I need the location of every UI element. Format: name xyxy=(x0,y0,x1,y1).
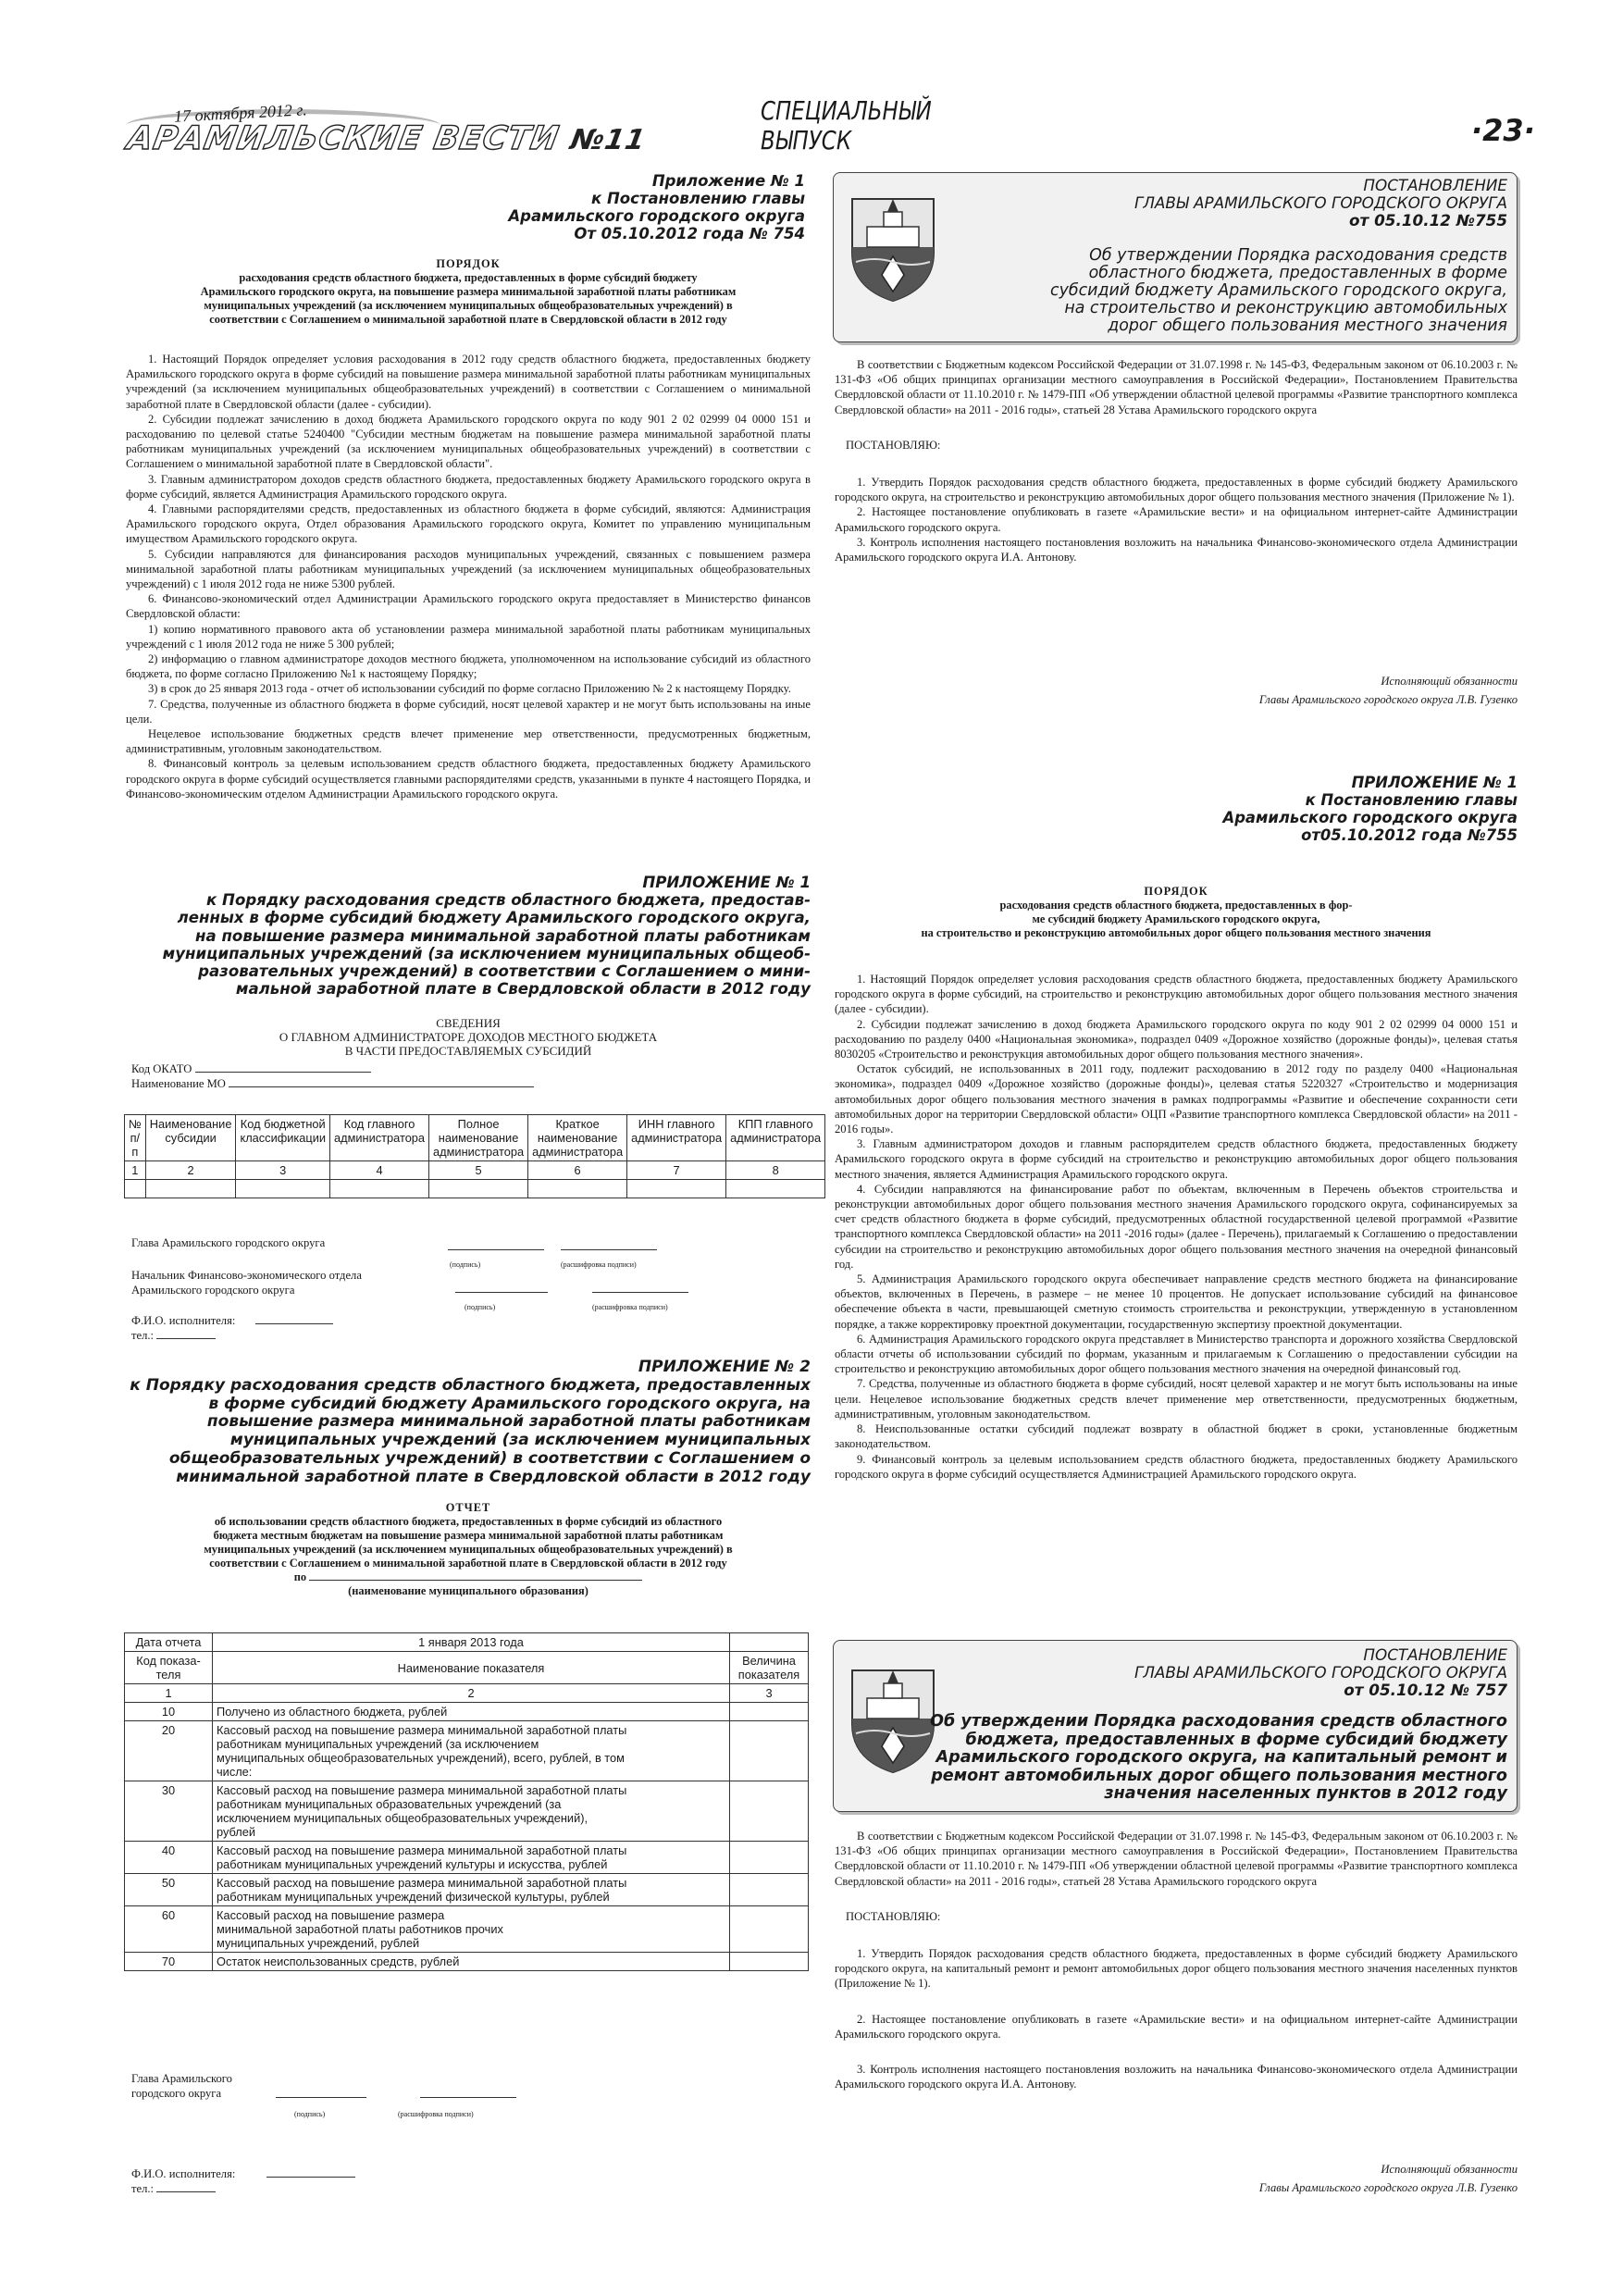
title-line: на строительство и реконструкцию автомобильных дорог общего пользования местного значения xyxy=(921,926,1431,939)
table-cell: 4 xyxy=(330,1161,429,1180)
label: Код ОКАТО xyxy=(131,1062,192,1075)
title-line: соответствии с Соглашением о минимальной заработной плате в Свердловской области в 2012 году xyxy=(209,313,727,326)
paragraph: 7. Средства, полученные из областного бюджета в форме субсидий, носят целевой характер и не могут быть использованы на иные цели. xyxy=(126,697,811,726)
paragraph: 5. Администрация Арамильского городского округа обеспечивает направление средств местного бюджета на финансирование объектов, включенных в Перечень, в размере – не менее 10 процентов. Не допускает использование субсидий на финансовое обеспечение объекта в части, превышающей сметную стоимость строительства и реконструкции, утвержденную в установленном порядке, а также корректировку проектной документации, государственную экспертизу проектной документации. xyxy=(835,1272,1518,1331)
coat-of-arms-emblem xyxy=(847,195,939,304)
signature-nachalnik xyxy=(131,1268,362,1297)
podpis-caption: (подпись) xyxy=(465,1303,496,1311)
signature-line-text: Главы Арамильского городского округа Л.В. Гузенко xyxy=(1258,2181,1518,2195)
heading-line: к Постановлению главы xyxy=(1305,791,1518,809)
postanovlenie-757-body xyxy=(835,1829,1518,2091)
table-cell: 20 xyxy=(125,1721,213,1781)
table-cell xyxy=(730,1874,809,1906)
signature-line xyxy=(592,1292,688,1293)
paragraph: 2. Настоящее постановление опубликовать в газете «Арамильские вести» и на официальном интернет-сайте Администрации Арамильского городского округа. xyxy=(835,2012,1518,2041)
title-line: соответствии с Соглашением о минимальной заработной плате в Свердловской области в 2012 году xyxy=(209,1557,727,1570)
title-line: бюджета местным бюджетам на повышение размера минимальной заработной платы работникам xyxy=(213,1529,724,1542)
table-cell xyxy=(330,1180,429,1198)
title-line: ПОСТАНОВЛЕНИЕ xyxy=(1363,176,1507,194)
blank-line xyxy=(195,1072,371,1073)
signature-line-text: Главы Арамильского городского округа Л.В. Гузенко xyxy=(1258,693,1518,707)
table-cell xyxy=(730,1906,809,1953)
podpis-caption: (подпись) xyxy=(450,1260,481,1269)
telefon-2 xyxy=(131,2182,216,2196)
heading-line: мальной заработной плате в Свердловской области в 2012 году xyxy=(235,980,811,999)
title-line: ГЛАВЫ АРАМИЛЬСКОГО ГОРОДСКОГО ОКРУГА xyxy=(1134,1663,1507,1682)
table-header-cell: Наименование субсидии xyxy=(145,1115,236,1161)
table-cell: Получено из областного бюджета, рублей xyxy=(213,1703,730,1721)
heading-line: ПРИЛОЖЕНИЕ № 2 xyxy=(638,1358,811,1376)
appendix-1-heading xyxy=(139,874,811,998)
heading-line: к Порядку расходования средств областного бюджета, предоставленных xyxy=(130,1375,811,1395)
table-cell: 5 xyxy=(429,1161,528,1180)
paragraph: 1. Утвердить Порядок расходования средств областного бюджета, предоставленных в форме субсидий бюджету Арамильского городского округа, на строительство и реконструкцию автомобильных дорог общего пользования местного значения (Приложение № 1). xyxy=(835,476,1518,504)
paragraph: 9. Финансовый контроль за целевым использованием средств областного бюджета, предоставленных бюджету Арамильского городского округа в форме субсидий осуществляется Администрацией Арамильского городского округа. xyxy=(835,1452,1518,1481)
postanovlenie-757-box xyxy=(833,1640,1518,1812)
poryadok-755-body xyxy=(835,972,1518,1482)
logo-name: АРАМИЛЬСКИЕ ВЕСТИ xyxy=(124,120,563,157)
blank-line xyxy=(309,1580,642,1581)
paragraph: 2. Субсидии подлежат зачислению в доход бюджета Арамильского городского округа по коду 901 2 02 02999 04 0000 151 и расходованию по разделу 0400 «Национальная экономика», подраздел 0409 «Дорожное хозяйство (дорожные фонды)», целевая статья 8030205 «Строительство и реконструкция автомобильных дорог общего пользования местного значения». xyxy=(835,1017,1518,1061)
signature-757 xyxy=(1055,2162,1518,2195)
table-cell: Кассовый расход на повышение размера минимальной заработной платы работникам муниципальных учреждений культуры и искусства, рублей xyxy=(213,1842,730,1874)
label: Ф.И.О. исполнителя: xyxy=(131,2167,236,2180)
paragraph: 3. Контроль исполнения настоящего постановления возложить на начальника Финансово-экономического отдела Администрации Арамильского городского округа И.А. Антонову. xyxy=(835,2063,1518,2091)
table-cell: 50 xyxy=(125,1874,213,1906)
blank-line xyxy=(266,2177,355,2178)
title-line: ПОСТАНОВЛЕНИЕ xyxy=(1363,1645,1507,1664)
table-header-row xyxy=(125,1115,825,1161)
otchet-title xyxy=(126,1501,811,1598)
label: Глава Арамильского xyxy=(131,2072,232,2085)
paragraph: 2. Настоящее постановление опубликовать в газете «Арамильские вести» и на официальном интернет-сайте Администрации Арамильского городского округа. xyxy=(835,505,1518,534)
paragraph: 1. Настоящий Порядок определяет условия расходования средств областного бюджета, предоставленных бюджету Арамильского городского округа в форме субсидий, на строительство и реконструкцию автомобильных дорог общего пользования местного значения (далее - субсидии). xyxy=(835,973,1518,1016)
signature-line-text: Исполняющий обязанности xyxy=(1381,675,1518,688)
title-line: О ГЛАВНОМ АДМИНИСТРАТОРЕ ДОХОДОВ МЕСТНОГО БЮДЖЕТА xyxy=(279,1030,658,1044)
subject-line: на строительство и реконструкцию автомобильных xyxy=(1064,299,1507,317)
table-header-cell: Полное наименование администратора xyxy=(429,1115,528,1161)
table-cell xyxy=(730,1703,809,1721)
podpis-caption: (подпись) xyxy=(294,2110,326,2118)
table-cell: 8 xyxy=(726,1161,825,1180)
table-cell: 2 xyxy=(145,1161,236,1180)
subject-line: дорог общего пользования местного значения xyxy=(1108,316,1507,335)
paragraph: 4. Главными распорядителями средств, предоставленных из областного бюджета в форме субсидий, являются: Администрация Арамильского городского округа, Отдел образования Арамильского городского округа, Комитет по управлению муниципальным имуществом Арамильского городского округа. xyxy=(126,503,811,546)
table-cell: 70 xyxy=(125,1953,213,1971)
fio-ispolnitelya xyxy=(131,1314,333,1328)
table-cell xyxy=(627,1180,726,1198)
table-cell xyxy=(730,1953,809,1971)
postanovlenie-757-title xyxy=(1134,1646,1507,1699)
title-line: ПОРЯДОК xyxy=(1144,885,1208,898)
table-header-cell: КПП главного администратора xyxy=(726,1115,825,1161)
signature-glava xyxy=(131,1236,325,1250)
signature-line xyxy=(420,2097,516,2098)
subject-line: субсидий бюджету Арамильского городского округа, xyxy=(1050,281,1507,300)
title-line: ОТЧЕТ xyxy=(445,1501,491,1514)
subject-line: Об утверждении Порядка расходования средств областного xyxy=(930,1712,1507,1731)
subject-line: значения населенных пунктов в 2012 году xyxy=(1104,1784,1507,1804)
paragraph: 5. Субсидии направляются для финансирования расходов муниципальных учреждений, связанных с повышением размера минимальной заработной платы работникам муниципальных учреждений (за исключением муниципальных общеобразовательных учреждений) с 1 июля 2012 года не ниже 5300 рублей. xyxy=(126,547,811,591)
heading-line: от05.10.2012 года №755 xyxy=(1301,826,1518,844)
table-cell xyxy=(145,1180,236,1198)
subject-line: Об утверждении Порядка расходования средств xyxy=(1089,246,1507,265)
otchet-po-line xyxy=(126,1570,811,1584)
title-line: расходования средств областного бюджета, предоставленных в фор- xyxy=(999,899,1353,912)
title-line: от 05.10.12 № 757 xyxy=(1344,1681,1507,1699)
table-cell xyxy=(429,1180,528,1198)
blank-line xyxy=(156,1338,216,1339)
blank-line xyxy=(156,2191,216,2192)
title-line: Арамильского городского округа, на повышение размера минимальной заработной платы работникам xyxy=(200,285,737,298)
table-cell xyxy=(726,1180,825,1198)
heading-line: Арамильского городского округа xyxy=(508,207,805,225)
table-cell: Остаток неиспользованных средств, рублей xyxy=(213,1953,730,1971)
label: Глава Арамильского городского округа xyxy=(131,1236,326,1249)
paragraph: 3. Контроль исполнения настоящего постановления возложить на начальника Финансово-экономического отдела Администрации Арамильского городского округа И.А. Антонову. xyxy=(835,535,1518,565)
title-line: ПОРЯДОК xyxy=(436,257,501,270)
table-cell: 1 xyxy=(125,1161,146,1180)
heading-line: муниципальных учреждений (за исключением муниципальных xyxy=(229,1431,811,1450)
poryadok-754-body xyxy=(126,352,811,801)
special-line-1: СПЕЦИАЛЬНЫЙ xyxy=(761,95,932,126)
paragraph: 1. Настоящий Порядок определяет условия расходования в 2012 году средств областного бюджета, предоставленных бюджету Арамильского городского округа в форме субсидий на повышение размера минимальной заработной платы работникам муниципальных учреждений (за исключением муниципальных общеобразовательных учреждений) в соответствии с Соглашением о минимальной заработной плате в Свердловской области (далее - субсидии). xyxy=(126,353,811,411)
title-line: муниципальных учреждений (за исключением муниципальных общеобразовательных учреждений) в xyxy=(204,1543,733,1556)
paragraph: 7. Средства, полученные из областного бюджета в форме субсидий, носят целевой характер и не могут быть использованы на иные цели. Нецелевое использование бюджетных средств влечет применение мер ответственности, предусмотренных бюджетным, административным, уголовным законодательством. xyxy=(835,1377,1518,1421)
table-header-cell: ИНН главного администратора xyxy=(627,1115,726,1161)
label: Арамильского городского округа xyxy=(131,1284,295,1297)
issue-number: №11 xyxy=(567,124,649,156)
table-row xyxy=(125,1906,809,1953)
paragraph: 2. Субсидии подлежат зачислению в доход бюджета Арамильского городского округа по коду 901 2 02 02999 04 0000 151 и расходованию по целевой статье 5240400 "Субсидии местным бюджетам на повышение размера минимальной заработной платы работникам муниципальных учреждений (за исключением муниципальных общеобразовательных учреждений) в соответствии с Соглашением о минимальной заработной плате в Свердловской области". xyxy=(126,412,811,471)
signature-line-text: Исполняющий обязанности xyxy=(1381,2163,1518,2176)
signature-line xyxy=(455,1292,548,1293)
title-line: муниципальных учреждений (за исключением муниципальных общеобразовательных учреждений) в xyxy=(204,299,733,312)
paragraph: 4. Субсидии направляются на финансирование работ по объектам, включенным в Перечень объектов строительства и реконструкции автомобильных дорог общего пользования местного значения Арамильского городского округа, софинансируемых за счет средств областного бюджета в форме субсидий, предусмотренных областной государственной целевой программой «Развитие транспортного комплекса Свердловской области» на 2011 -2016 годы» (далее - Перечень), прилагаемый к Соглашению о предоставлении субсидии на строительство и реконструкцию автомобильных дорог общего пользования местного значения на очередной финансовый год. xyxy=(835,1182,1518,1271)
special-issue-label xyxy=(761,95,932,155)
title-line: СВЕДЕНИЯ xyxy=(436,1016,501,1030)
telefon xyxy=(131,1329,216,1343)
page-number: ·23· xyxy=(1471,113,1535,148)
heading-line: От 05.10.2012 года № 754 xyxy=(574,225,805,242)
paragraph: 1) копию нормативного правового акта об установлении размера минимальной заработной платы работникам муниципальных учреждений с 1 июля 2012 года не ниже 5 300 рублей; xyxy=(126,622,811,651)
blank-line xyxy=(229,1086,534,1087)
paragraph: ПОСТАНОВЛЯЮ: xyxy=(846,438,941,452)
table-row xyxy=(125,1842,809,1874)
table-cell: Кассовый расход на повышение размера минимальной заработной платы работникам муниципальных учреждений физической культуры, рублей xyxy=(213,1874,730,1906)
paragraph: Остаток субсидий, не использованных в 2011 году, подлежит расходованию в 2012 году по разделу 0400 «Национальная экономика», подраздел 0409 «Дорожное хозяйство (дорожные фонды)», целевая статья 5220327 «Строительство и модернизация автомобильных дорог общего пользования местного значения в рамках подпрограммы «Развитие и обеспечение сохранности сети автомобильных дорог на территории Свердловской области» ОЦП «Развитие транспортного комплекса Свердловской области» на 2011 - 2016 годы». xyxy=(835,1062,1518,1136)
table-row xyxy=(125,1721,809,1781)
table-cell: 30 xyxy=(125,1781,213,1842)
table-cell xyxy=(730,1721,809,1781)
table-header-cell: Краткое наименование администратора xyxy=(528,1115,627,1161)
table-cell: 1 января 2013 года xyxy=(213,1633,730,1652)
table-row xyxy=(125,1874,809,1906)
table-row xyxy=(125,1684,809,1703)
rasshifrovka-caption: (расшифровка подписи) xyxy=(398,2110,474,2118)
paragraph: 3) в срок до 25 января 2013 года - отчет об использовании субсидий по форме согласно Приложению № 2 к настоящему Порядку. xyxy=(148,682,791,696)
title-line: об использовании средств областного бюджета, предоставленных в форме субсидий из областного xyxy=(214,1515,723,1528)
signature-line xyxy=(448,1249,544,1250)
signature-line xyxy=(276,2097,366,2098)
table-row xyxy=(125,1781,809,1842)
table-cell: 7 xyxy=(627,1161,726,1180)
label: городского округа xyxy=(131,2087,222,2100)
paragraph: ПОСТАНОВЛЯЮ: xyxy=(846,1909,941,1923)
table-cell: 3 xyxy=(236,1161,330,1180)
label: Наименование МО xyxy=(131,1077,226,1090)
label: Начальник Финансово-экономического отдела xyxy=(131,1269,362,1282)
table-cell xyxy=(125,1180,146,1198)
rasshifrovka-caption: (расшифровка подписи) xyxy=(561,1260,637,1269)
table-cell: 60 xyxy=(125,1906,213,1953)
paragraph: 6. Администрация Арамильского городского округа представляет в Министерство транспорта и дорожного хозяйства Свердловской области отчеты об использовании субсидий по формам, указанным и прилагаемым к Соглашению о предоставлении субсидии на строительство и реконструкцию автомобильных дорог общего пользования местного значения на очередной финансовый год. xyxy=(835,1332,1518,1376)
svedeniya-title xyxy=(126,1016,811,1058)
paragraph: 1. Утвердить Порядок расходования средств областного бюджета, предоставленных в форме субсидий бюджету Арамильского городского округа, на капитальный ремонт и ремонт автомобильных дорог общего пользования местного значения населенных пунктов (Приложение № 1). xyxy=(835,1947,1518,1991)
heading-line: Приложение № 1 xyxy=(651,172,805,190)
table-cell: 2 xyxy=(213,1684,730,1703)
otchet-table xyxy=(124,1632,809,1971)
heading-line: Арамильского городского округа xyxy=(1222,809,1518,826)
table-cell xyxy=(730,1842,809,1874)
paragraph: 8. Финансовый контроль за целевым использованием средств областного бюджета, предоставленных бюджету Арамильского городского округа в форме субсидий осуществляется главными распорядителями средств, указанными в пункте 4 настоящего Порядка, и Финансово-экономическим отделом Администрации Арамильского городского округа. xyxy=(126,757,811,800)
table-cell: 1 xyxy=(125,1684,213,1703)
table-header-cell: Наименование показателя xyxy=(213,1652,730,1684)
table-cell: 3 xyxy=(730,1684,809,1703)
label: Ф.И.О. исполнителя: xyxy=(131,1314,236,1327)
paragraph: 6. Финансово-экономический отдел Администрации Арамильского городского округа предоставляет в Министерство финансов Свердловской области: xyxy=(126,592,811,621)
table-row xyxy=(125,1161,825,1180)
table-cell: 6 xyxy=(528,1161,627,1180)
kod-okato xyxy=(131,1062,371,1076)
paragraph: 2) информацию о главном администраторе доходов местного бюджета, уполномоченном на использование субсидий из областного бюджета, по форме согласно Приложению №1 к настоящему Порядку; xyxy=(126,652,811,681)
label: тел.: xyxy=(131,2182,155,2195)
poryadok-754-title xyxy=(126,257,811,327)
special-line-2: ВЫПУСК xyxy=(761,125,852,155)
blank-line xyxy=(255,1323,333,1324)
heading-line: минимальной заработной плате в Свердловской области в 2012 году xyxy=(176,1467,811,1486)
signature-glava-2 xyxy=(131,2071,232,2101)
paragraph: 3. Главным администратором доходов и главным распорядителем средств областного бюджета, предоставленных бюджету Арамильского городского округа в форме субсидий на строительство и реконструкцию автомобильных дорог общего пользования местного значения, является Администрация Арамильского городского округа. xyxy=(835,1137,1518,1181)
title-line: В ЧАСТИ ПРЕДОСТАВЛЯЕМЫХ СУБСИДИЙ xyxy=(344,1044,592,1058)
title-line: ме субсидий бюджету Арамильского городского округа, xyxy=(1032,912,1320,925)
title-line: (наименование муниципального образования) xyxy=(348,1584,588,1597)
naimenovanie-mo xyxy=(131,1077,534,1091)
title-line: ГЛАВЫ АРАМИЛЬСКОГО ГОРОДСКОГО ОКРУГА xyxy=(1134,193,1507,212)
table-row xyxy=(125,1180,825,1198)
table-row xyxy=(125,1953,809,1971)
table-cell xyxy=(236,1180,330,1198)
appendix-2-heading xyxy=(130,1359,811,1487)
table-cell xyxy=(730,1633,809,1652)
postanovlenie-755-body xyxy=(835,357,1518,565)
paragraph: В соответствии с Бюджетным кодексом Российской Федерации от 31.07.1998 г. № 145-ФЗ, Федеральным законом от 06.10.2003 г. № 131-ФЗ «Об общих принципах организации местного самоуправления в Российской Федерации», Постановлением Правительства Свердловской области от 11.10.2010 г. № 1479-ПП «Об утверждении областной целевой программы «Развитие транспортного комплекса Свердловской области» на 2011 - 2016 годы», статьей 28 Устава Арамильского городского округа xyxy=(835,1830,1518,1888)
paragraph: 8. Неиспользованные остатки субсидий подлежат возврату в областной бюджет в сроки, установленные бюджетным законодательством. xyxy=(835,1422,1518,1451)
subject-line: Арамильского городского округа, на капитальный ремонт и xyxy=(935,1748,1507,1768)
paragraph: 3. Главным администратором доходов средств областного бюджета, предоставленных бюджету Арамильского городского округа в форме субсидий, является Администрация Арамильского городского округа. xyxy=(126,472,811,501)
heading-line: к Постановлению главы xyxy=(591,190,805,207)
subject-line: ремонт автомобильных дорог общего пользования местного xyxy=(931,1766,1507,1785)
heading-line: на повышение размера минимальной заработной платы работникам xyxy=(195,926,811,945)
label: по xyxy=(293,1570,307,1583)
table-cell xyxy=(730,1781,809,1842)
signature-line xyxy=(561,1249,657,1250)
table-header-cell: Величина показателя xyxy=(730,1652,809,1684)
heading-line: к Порядку расходования средств областного бюджета, предостав- xyxy=(206,891,811,910)
heading-line: ПРИЛОЖЕНИЕ № 1 xyxy=(1351,774,1518,791)
table-header-row xyxy=(125,1652,809,1684)
table-cell: Кассовый расход на повышение размера минимальной заработной платы работникам муниципальных учреждений (за исключением муниципальных общеобразовательных учреждений), всего, рублей, в том числе: xyxy=(213,1721,730,1781)
table-cell: Дата отчета xyxy=(125,1633,213,1652)
coat-of-arms-emblem xyxy=(847,1667,939,1776)
paragraph: В соответствии с Бюджетным кодексом Российской Федерации от 31.07.1998 г. № 145-ФЗ, Федеральным законом от 06.10.2003 г. № 131-ФЗ «Об общих принципах организации местного самоуправления в Российской Федерации», Постановлением Правительства Свердловской области от 11.10.2010 г. № 1479-ПП «Об утверждении областной целевой программы «Развитие транспортного комплекса Свердловской области» на 2011 - 2016 годы», статьей 28 Устава Арамильского городского округа xyxy=(835,358,1518,416)
postanovlenie-755-subject xyxy=(1050,247,1507,335)
label: тел.: xyxy=(131,1329,155,1342)
table-header-cell: Код бюджетной классификации xyxy=(236,1115,330,1161)
table-cell xyxy=(528,1180,627,1198)
heading-line: общеобразовательных учреждений) в соответствии с Соглашением о xyxy=(168,1448,811,1468)
table-header-cell: № п/п xyxy=(125,1115,146,1161)
heading-line: ленных в форме субсидий бюджету Арамильского городского округа, xyxy=(177,909,811,927)
appendix-755-heading xyxy=(1129,774,1518,844)
heading-line: в форме субсидий бюджету Арамильского городского округа, на xyxy=(208,1394,811,1413)
title-line: расходования средств областного бюджета, предоставленных в форме субсидий бюджету xyxy=(239,271,698,284)
paragraph: Нецелевое использование бюджетных средств влечет применение мер ответственности, предусмотренных бюджетным, административным, уголовным законодательством. xyxy=(126,727,811,756)
table-row xyxy=(125,1703,809,1721)
postanovlenie-755-title xyxy=(1134,177,1507,230)
appendix-754-heading xyxy=(500,172,805,242)
table-cell: Кассовый расход на повышение размера минимальной заработной платы работникам муниципальных образовательных учреждений (за исключением муниципальных общеобразовательных учреждений), рублей xyxy=(213,1781,730,1842)
postanovlenie-755-box xyxy=(833,172,1518,342)
issue-date: 17 октября 2012 г. xyxy=(173,100,308,126)
table-cell: Кассовый расход на повышение размера минимальной заработной платы работников прочих муниципальных учреждений, рублей xyxy=(213,1906,730,1953)
title-line: от 05.10.12 №755 xyxy=(1349,211,1507,230)
newspaper-logo xyxy=(124,120,649,157)
table-header-cell: Код показа-теля xyxy=(125,1652,213,1684)
heading-line: разовательных учреждений) в соответствии с Соглашением о мини- xyxy=(198,962,811,981)
subject-line: областного бюджета, предоставленных в форме xyxy=(1088,264,1507,282)
heading-line: муниципальных учреждений (за исключением муниципальных общеоб- xyxy=(162,944,811,962)
subject-line: бюджета, предоставленных в форме субсидий бюджету xyxy=(965,1730,1507,1749)
postanovlenie-757-subject xyxy=(930,1713,1507,1804)
svedeniya-table xyxy=(124,1114,825,1198)
table-cell: 40 xyxy=(125,1842,213,1874)
heading-line: повышение размера минимальной заработной платы работникам xyxy=(206,1412,811,1432)
rasshifrovka-caption: (расшифровка подписи) xyxy=(592,1303,668,1311)
signature-755 xyxy=(1055,674,1518,707)
table-row xyxy=(125,1633,809,1652)
table-cell: 10 xyxy=(125,1703,213,1721)
table-header-cell: Код главного администратора xyxy=(330,1115,429,1161)
poryadok-755-title xyxy=(835,885,1518,940)
heading-line: ПРИЛОЖЕНИЕ № 1 xyxy=(642,874,811,891)
fio-ispolnitelya-2 xyxy=(131,2167,355,2181)
